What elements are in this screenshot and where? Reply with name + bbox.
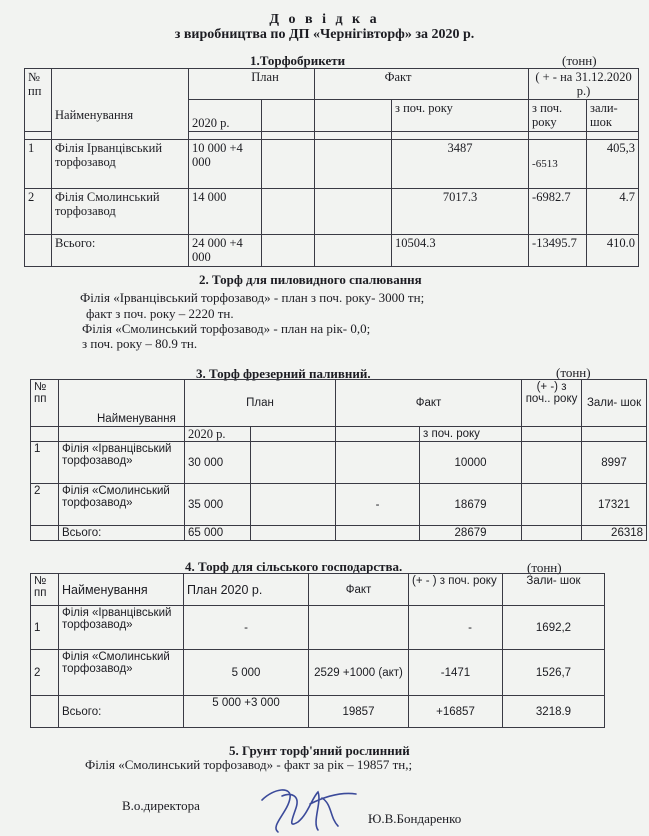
section2-heading: 2. Торф для пиловидного спалювання [199, 272, 422, 287]
s4-h-remain: Зали- шок [503, 574, 605, 606]
s3-h-plan: План [185, 380, 336, 427]
table-total-row: Всього: 5 000 +3 000 19857 +16857 3218.9 [31, 696, 605, 728]
s3-h-diff: (+ -) з поч.. року [522, 380, 582, 427]
document-title: Д о в і д к а [269, 12, 380, 27]
s1-h-fact-blank [315, 100, 392, 132]
table-row: 1 Філія «Ірванцівський торфозавод» - - 1692,2 [31, 606, 605, 650]
s3-h-fact-ytd: з поч. року [420, 427, 522, 442]
s3-h-no: № пп [31, 380, 59, 427]
table-total-row: Всього: 24 000 +4 000 10504.3 -13495.7 410.0 [25, 235, 639, 267]
s3-h-remain: Зали- шок [582, 380, 647, 427]
section1-table [24, 68, 639, 267]
s4-h-plan: План 2020 р. [184, 574, 309, 606]
s4-h-no: № пп [31, 574, 59, 606]
section4-unit: (тонн) [527, 560, 562, 575]
s1-h-plan-blank [262, 100, 315, 132]
s1-h-plan: План [189, 69, 315, 100]
s1-h-no: № пп [25, 69, 52, 132]
section5-line: Філія «Смолинський торфозавод» - факт за рік – 19857 тн,; [85, 757, 413, 772]
signatory-name: Ю.В.Бондаренко [368, 811, 462, 826]
section4-table [30, 573, 605, 728]
s3-h-fact: Факт [336, 380, 522, 427]
table-row: 1 Філія Ірванцівський торфозавод 10 000 +4 000 3487 -6513 405,3 [25, 140, 639, 189]
s1-h-name: Найменування [52, 69, 189, 140]
section1-unit: (тонн) [562, 53, 597, 68]
s4-h-fact: Факт [309, 574, 409, 606]
s1-h-fact: Факт [315, 69, 529, 100]
s1-h-no-blank [25, 132, 52, 140]
section4-heading: 4. Торф для сільського господарства. [185, 559, 403, 574]
handwritten-signature [252, 782, 362, 836]
table-row: 2 Філія «Смолинський торфозавод» 5 000 2529 +1000 (акт) -1471 1526,7 [31, 650, 605, 696]
section2-line-2: факт з поч. року – 2220 тн. [86, 306, 234, 321]
s1-h-balance-date: ( + - на 31.12.2020 р.) [529, 69, 639, 100]
document-subtitle: з виробництва по ДП «Чернігівторф» за 2020 р. [174, 27, 475, 42]
section3-unit: (тонн) [556, 365, 591, 380]
section2-line-4: з поч. року – 80.9 тн. [82, 336, 198, 351]
s1-h-plan-year: 2020 р. [189, 100, 262, 132]
s1-h-fact-ytd: з поч. року [392, 100, 529, 132]
s4-h-diff: (+ - ) з поч. року [409, 574, 503, 606]
section5-heading: 5. Грунт торф'яний рослинний [229, 743, 410, 758]
section1-heading: 1.Торфобрикети [250, 53, 346, 68]
section2-line-1: Філія «Ірванцівський торфозавод» - план з поч. року- 3000 тн; [80, 290, 425, 305]
table-row: 2 Філія «Смолинський торфозавод» 35 000 - 18679 17321 [31, 484, 647, 526]
s4-h-name: Найменування [59, 574, 184, 606]
s3-h-plan-year: 2020 р. [185, 427, 251, 442]
table-row: 1 Філія «Ірванцівський торфозавод» 30 000 10000 8997 [31, 442, 647, 484]
section2-line-3: Філія «Смолинський торфозавод» - план на рік- 0,0; [82, 321, 371, 336]
section3-table [30, 379, 647, 541]
s1-h-remain: зали- шок [587, 100, 639, 132]
section3-heading: 3. Торф фрезерний паливний. [196, 366, 371, 381]
table-total-row: Всього: 65 000 28679 26318 [31, 526, 647, 541]
signatory-position: В.о.директора [122, 798, 200, 813]
s3-h-name: Найменування [59, 380, 185, 427]
s1-h-diff-ytd: з поч. року [529, 100, 587, 132]
table-row: 2 Філія Смолинський торфозавод 14 000 7017.3 -6982.7 4.7 [25, 189, 639, 235]
